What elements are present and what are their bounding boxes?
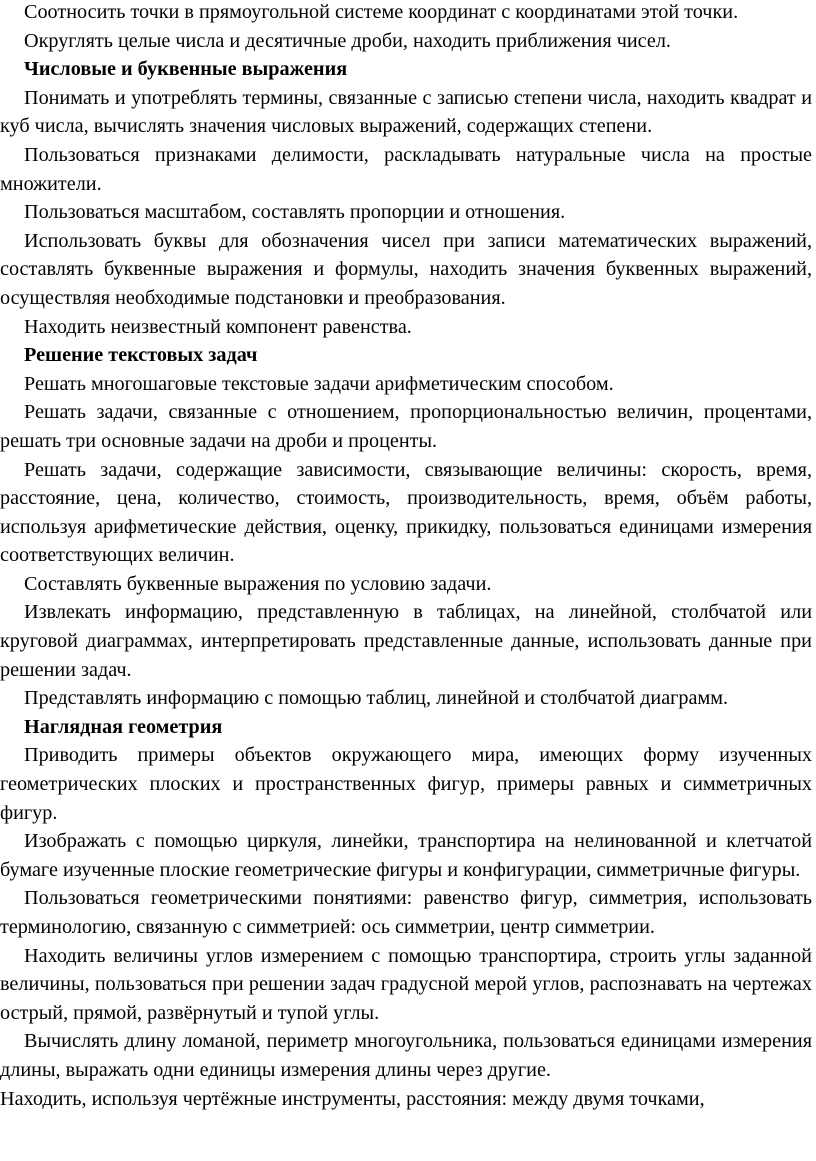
paragraph: Решать многошаговые текстовые задачи арифметическим способом. [24,372,614,395]
paragraph: Представлять информацию с помощью таблиц, линейной и столбчатой диаграмм. [24,687,729,710]
section-heading: Наглядная геометрия [24,715,223,738]
paragraph: Находить величины углов измерением с помощью транспортира, строить углы заданной величины, пользоваться при решении задач градусной мерой углов, распознавать на чертежах острый, прямой, развёрнутый и тупой углы. [0,944,812,1024]
paragraph: Составлять буквенные выражения по условию задачи. [24,572,492,595]
paragraph: Пользоваться масштабом, составлять пропорции и отношения. [24,201,566,224]
paragraph: Соотносить точки в прямоугольной системе координат с координатами этой точки. [24,1,739,23]
paragraph: Округлять целые числа и десятичные дроби, находить приближения чисел. [24,29,671,52]
paragraph: Понимать и употреблять термины, связанные с записью степени числа, находить квадрат и куб числа, вычислять значения числовых выражений, содержащих степени. [0,86,812,138]
paragraph: Находить неизвестный компонент равенства. [24,315,412,338]
paragraph: Приводить примеры объектов окружающего мира, имеющих форму изученных геометрических плоских и пространственных фигур, примеры равных и симметричных фигур. [0,744,812,824]
paragraph: Вычислять длину ломаной, периметр многоугольника, пользоваться единицами измерения длины, выражать одни единицы измерения длины через другие. [0,1030,812,1081]
paragraph: Использовать буквы для обозначения чисел при записи математических выражений, составлять буквенные выражения и формулы, находить значения буквенных выражений, осуществляя необходимые подстановки и преобразования. [0,229,812,309]
paragraph: Решать задачи, содержащие зависимости, связывающие величины: скорость, время, расстояние, цена, количество, стоимость, производительность, время, объём работы, используя арифметические действия, оценку, прикидку, пользоваться единицами измерения соответствующих величин. [0,458,812,567]
paragraph: Пользоваться геометрическими понятиями: равенство фигур, симметрия, использовать терминологию, связанную с симметрией: ось симметрии, центр симметрии. [0,887,812,938]
paragraph: Изображать с помощью циркуля, линейки, транспортира на нелинованной и клетчатой бумаге изученные плоские геометрические фигуры и конфигурации, симметричные фигуры. [0,830,812,881]
section-heading: Числовые и буквенные выражения [24,58,348,81]
paragraph: Находить, используя чертёжные инструменты, расстояния: между двумя точками, [0,1087,705,1110]
section-heading: Решение текстовых задач [24,344,258,367]
paragraph: Решать задачи, связанные с отношением, пропорциональностью величин, процентами, решать три основные задачи на дроби и проценты. [0,401,812,452]
paragraph: Пользоваться признаками делимости, раскладывать натуральные числа на простые множители. [0,143,812,195]
paragraph: Извлекать информацию, представленную в таблицах, на линейной, столбчатой или круговой диаграммах, интерпретировать представленные данные, использовать данные при решении задач. [0,601,812,681]
